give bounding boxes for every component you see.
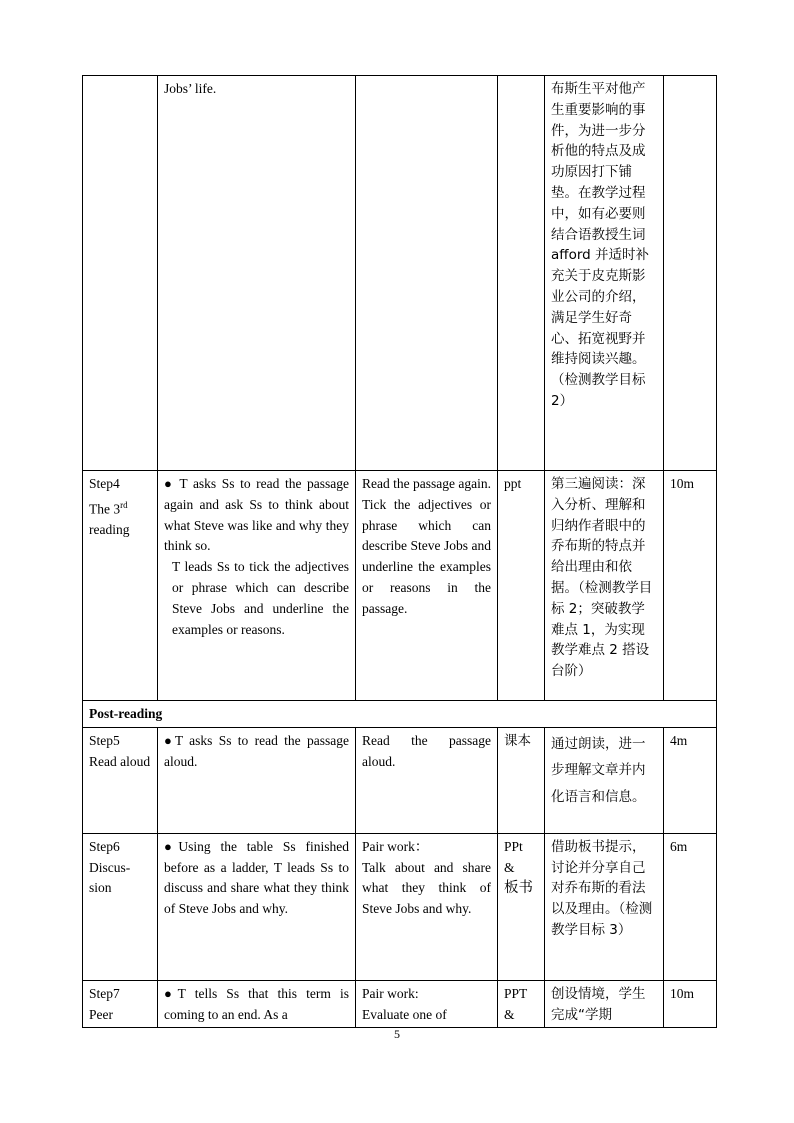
bullet-icon: ●	[164, 732, 175, 748]
step-name	[89, 495, 151, 520]
teacher-activity-text: T asks Ss to read the passage aloud.	[164, 732, 349, 769]
time-text: 10m	[670, 985, 695, 1001]
student-activity-text: Evaluate one of	[362, 1006, 447, 1022]
student-activity-heading: Pair work:	[362, 985, 419, 1001]
purpose-cell	[545, 833, 664, 980]
purpose-text: 布斯生平对他产生重要影响的事件，为进一步分析他的特点及成功原因打下铺垫。在教学过程中，如有必要则结合语教授生词 afford 并适时补充关于皮克斯影业公司的介绍，满足学生好奇心、拓宽视野并维持阅读兴趣。（检测教学目标 2）	[551, 81, 650, 409]
media-cell	[498, 76, 545, 471]
table-row	[83, 471, 717, 701]
teacher-activity-text: T tells Ss that this term is coming to an end. As a	[164, 985, 349, 1022]
student-activity-text: Read the passage again. Tick the adjectives or phrase which can describe Steve Jobs and underline the examples or reasons in the passage.	[362, 476, 491, 616]
student-activity-text: Read the passage aloud.	[362, 732, 491, 769]
media-text: &	[504, 1006, 515, 1022]
time-cell	[664, 727, 717, 833]
teacher-activity-cell	[158, 471, 356, 701]
student-activity-cell	[356, 833, 498, 980]
teacher-activity-cell	[158, 727, 356, 833]
teacher-activity-cell	[158, 980, 356, 1028]
step-cell	[83, 471, 158, 701]
purpose-cell	[545, 727, 664, 833]
media-text: 板书	[504, 880, 533, 897]
media-text: ppt	[504, 476, 522, 491]
teacher-activity-cell	[158, 76, 356, 471]
purpose-cell	[545, 76, 664, 471]
table-row	[83, 76, 717, 471]
time-cell	[664, 471, 717, 701]
student-activity-heading: Pair work：	[362, 838, 429, 854]
step-number: Step7	[89, 985, 120, 1001]
purpose-cell	[545, 980, 664, 1028]
purpose-text: 创设情境，学生完成“学期	[551, 985, 646, 1023]
bullet-icon: ●	[164, 985, 178, 1001]
step-name: Peer	[89, 1006, 113, 1022]
purpose-text: 通过朗读，进一步理解文章并内化语言和信息。	[551, 735, 646, 805]
page-number: 5	[394, 1027, 400, 1041]
media-text: &	[504, 859, 515, 875]
time-text: 10m	[670, 476, 695, 491]
section-header-row	[83, 701, 717, 728]
teacher-activity-text: Jobs’ life.	[164, 81, 217, 96]
table-row	[83, 980, 717, 1028]
student-activity-cell	[356, 980, 498, 1028]
step-number: Step5	[89, 732, 120, 748]
step-cell	[83, 833, 158, 980]
teacher-activity-text: T asks Ss to read the passage again and ask Ss to think about what Steve was like and why they think so.	[164, 476, 349, 554]
step-cell	[83, 76, 158, 471]
media-text: PPt	[504, 838, 523, 854]
student-activity-cell	[356, 76, 498, 471]
teacher-activity-cell	[158, 833, 356, 980]
media-cell	[498, 833, 545, 980]
step-name: Discus-	[89, 859, 131, 875]
step-cell	[83, 980, 158, 1028]
table-row	[83, 833, 717, 980]
purpose-text: 借助板书提示，讨论并分享自己对乔布斯的看法以及理由。（检测教学目标 3）	[551, 838, 653, 938]
time-text: 4m	[670, 732, 688, 748]
student-activity-cell	[356, 471, 498, 701]
lesson-plan-table	[82, 75, 717, 1028]
purpose-text: 第三遍阅读：深入分析、理解和归纳作者眼中的乔布斯的特点并给出理由和依据。（检测教学目标 2；突破教学难点 1，为实现教学难点 2 搭设台阶）	[551, 476, 653, 680]
time-text: 6m	[670, 838, 688, 854]
step-number: Step6	[89, 838, 120, 854]
media-cell	[498, 980, 545, 1028]
step-number: Step4	[89, 476, 120, 491]
teacher-activity-text: Using the table Ss finished before as a ladder, T leads Ss to discuss and share what they think of Steve Jobs and why.	[164, 838, 349, 917]
step-name: sion	[89, 880, 112, 896]
purpose-cell	[545, 471, 664, 701]
table-row	[83, 727, 717, 833]
step-cell	[83, 727, 158, 833]
media-text: PPT	[504, 985, 528, 1001]
time-cell	[664, 833, 717, 980]
media-cell	[498, 471, 545, 701]
media-text: 课本	[504, 732, 531, 749]
student-activity-cell	[356, 727, 498, 833]
bullet-icon: ●	[164, 838, 179, 854]
step-name-suffix: reading	[89, 522, 130, 538]
step-name: Read aloud	[89, 753, 151, 769]
student-activity-text: Talk about and share what they think of Steve Jobs and why.	[362, 859, 491, 917]
time-cell	[664, 76, 717, 471]
step-name-superscript: rd	[120, 499, 128, 510]
media-cell	[498, 727, 545, 833]
teacher-activity-text: T leads Ss to tick the adjectives or phrase which can describe Steve Jobs and underline the examples or reasons.	[172, 559, 349, 637]
step-name-text: The 3	[89, 501, 121, 517]
time-cell	[664, 980, 717, 1028]
bullet-icon: ●	[164, 476, 175, 491]
section-header: Post-reading	[83, 701, 717, 728]
